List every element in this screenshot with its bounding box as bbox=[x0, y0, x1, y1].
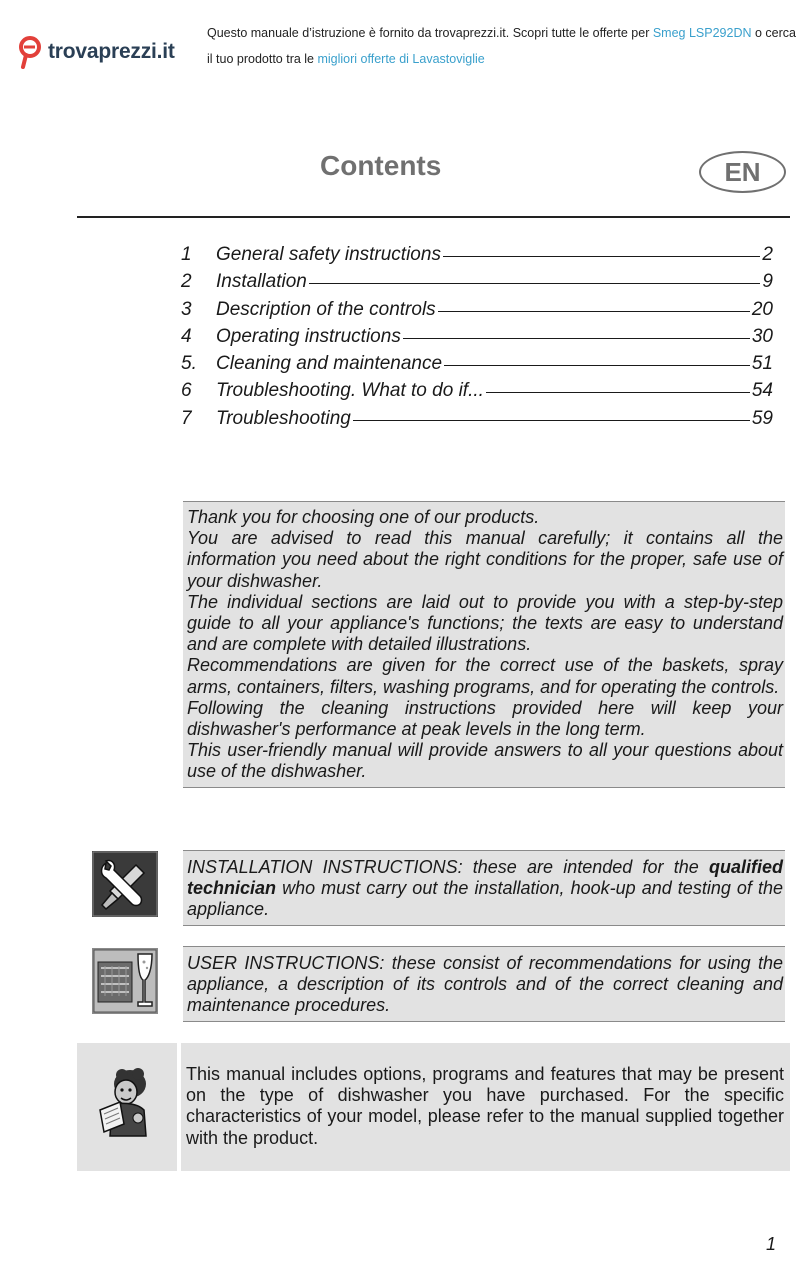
intro-box bbox=[183, 501, 785, 788]
promo-banner bbox=[207, 20, 797, 72]
toc-number: 1 bbox=[181, 244, 192, 265]
toc-page: 30 bbox=[751, 325, 773, 347]
toc-page: 9 bbox=[762, 271, 773, 293]
toc-leader-line bbox=[443, 256, 760, 257]
manual-note-box bbox=[181, 1043, 790, 1171]
user-instructions-box bbox=[183, 946, 785, 1022]
manual-note-text: This manual includes options, programs and features that may be present on the type of dishwasher you have purchased. For the specific characteristics of your model, please refer to the manual supplied together with the product. bbox=[186, 1064, 784, 1148]
intro-paragraph: The individual sections are laid out to provide you with a step-by-step guide to all your appliance's functions; the texts are easy to understand and are complete with detailed illustrations. bbox=[187, 591, 783, 655]
toc-title: Troubleshooting bbox=[216, 407, 351, 429]
toc-entry[interactable] bbox=[181, 271, 773, 298]
toc-leader-line bbox=[438, 311, 750, 312]
toc-leader-line bbox=[309, 283, 761, 284]
toc-title: Description of the controls bbox=[216, 298, 436, 320]
page-title: Contents bbox=[320, 150, 442, 181]
toc-page: 20 bbox=[751, 298, 773, 320]
toc-leader-line bbox=[403, 338, 750, 339]
toc-leader-line bbox=[486, 392, 750, 393]
toc-entry[interactable] bbox=[181, 299, 773, 326]
toc-number: 3 bbox=[181, 298, 192, 320]
technician-cartoon-icon bbox=[92, 1066, 158, 1132]
toc-entry[interactable] bbox=[181, 380, 773, 407]
tools-icon bbox=[92, 851, 158, 917]
toc-title: Cleaning and maintenance bbox=[216, 353, 443, 375]
trovaprezzi-logo[interactable] bbox=[18, 34, 175, 70]
language-badge: EN bbox=[699, 151, 786, 193]
installation-text-end: who must carry out the installation, hook-up and testing of the appliance. bbox=[187, 878, 783, 920]
toc-number: 5. bbox=[181, 353, 197, 375]
toc-entry[interactable] bbox=[181, 244, 773, 271]
product-link[interactable]: Smeg LSP292DN bbox=[652, 26, 752, 40]
toc-title: Installation bbox=[216, 271, 307, 293]
installation-text: INSTALLATION INSTRUCTIONS: these are intended for the bbox=[187, 857, 709, 877]
logo-text: trovaprezzi.it bbox=[48, 40, 175, 63]
toc-number: 4 bbox=[181, 325, 192, 347]
dishwasher-glass-icon bbox=[92, 948, 158, 1014]
toc-page: 51 bbox=[751, 353, 773, 375]
user-instructions-text: USER INSTRUCTIONS: these consist of recommendations for using the appliance, a description of its controls and of the correct cleaning and maintenance procedures. bbox=[187, 953, 783, 1016]
toc-title: Troubleshooting. What to do if... bbox=[216, 380, 484, 402]
installation-instructions-box bbox=[183, 850, 785, 926]
toc-entry[interactable] bbox=[181, 408, 773, 435]
category-offers-link[interactable]: migliori offerte di Lavastoviglie bbox=[317, 52, 485, 66]
toc-leader-line bbox=[353, 420, 750, 421]
intro-paragraph: Following the cleaning instructions provided here will keep your dishwasher's performance at peak levels in the long term. bbox=[187, 697, 783, 740]
intro-paragraph: Recommendations are given for the correct use of the baskets, spray arms, containers, filters, washing programs, and for operating the controls. bbox=[187, 655, 783, 697]
toc-title: General safety instructions bbox=[216, 244, 441, 265]
toc-leader-line bbox=[444, 365, 750, 366]
page-number: 1 bbox=[766, 1234, 777, 1254]
title-divider bbox=[77, 216, 790, 218]
magnifier-logo-icon bbox=[18, 35, 44, 69]
promo-text-middle: o cerca il tuo prodotto tra le bbox=[207, 26, 796, 66]
promo-text: Questo manuale d’istruzione è fornito da trovaprezzi.it. Scopri tutte le offerte per bbox=[207, 26, 653, 40]
installation-emphasis: qualified technician bbox=[187, 857, 783, 899]
table-of-contents bbox=[181, 244, 773, 435]
toc-number: 7 bbox=[181, 407, 192, 429]
intro-paragraph: This user-friendly manual will provide answers to all your questions about use of the dishwasher. bbox=[187, 740, 783, 782]
toc-page: 2 bbox=[762, 244, 773, 265]
toc-entry[interactable] bbox=[181, 353, 773, 380]
intro-paragraph: Thank you for choosing one of our products. bbox=[187, 507, 540, 527]
toc-page: 59 bbox=[751, 407, 773, 429]
toc-entry[interactable] bbox=[181, 326, 773, 353]
toc-page: 54 bbox=[751, 380, 773, 402]
toc-title: Operating instructions bbox=[216, 325, 401, 347]
intro-paragraph: You are advised to read this manual carefully; it contains all the information you need about the right conditions for the proper, safe use of your dishwasher. bbox=[187, 528, 783, 591]
toc-number: 2 bbox=[181, 271, 192, 293]
toc-number: 6 bbox=[181, 380, 192, 402]
